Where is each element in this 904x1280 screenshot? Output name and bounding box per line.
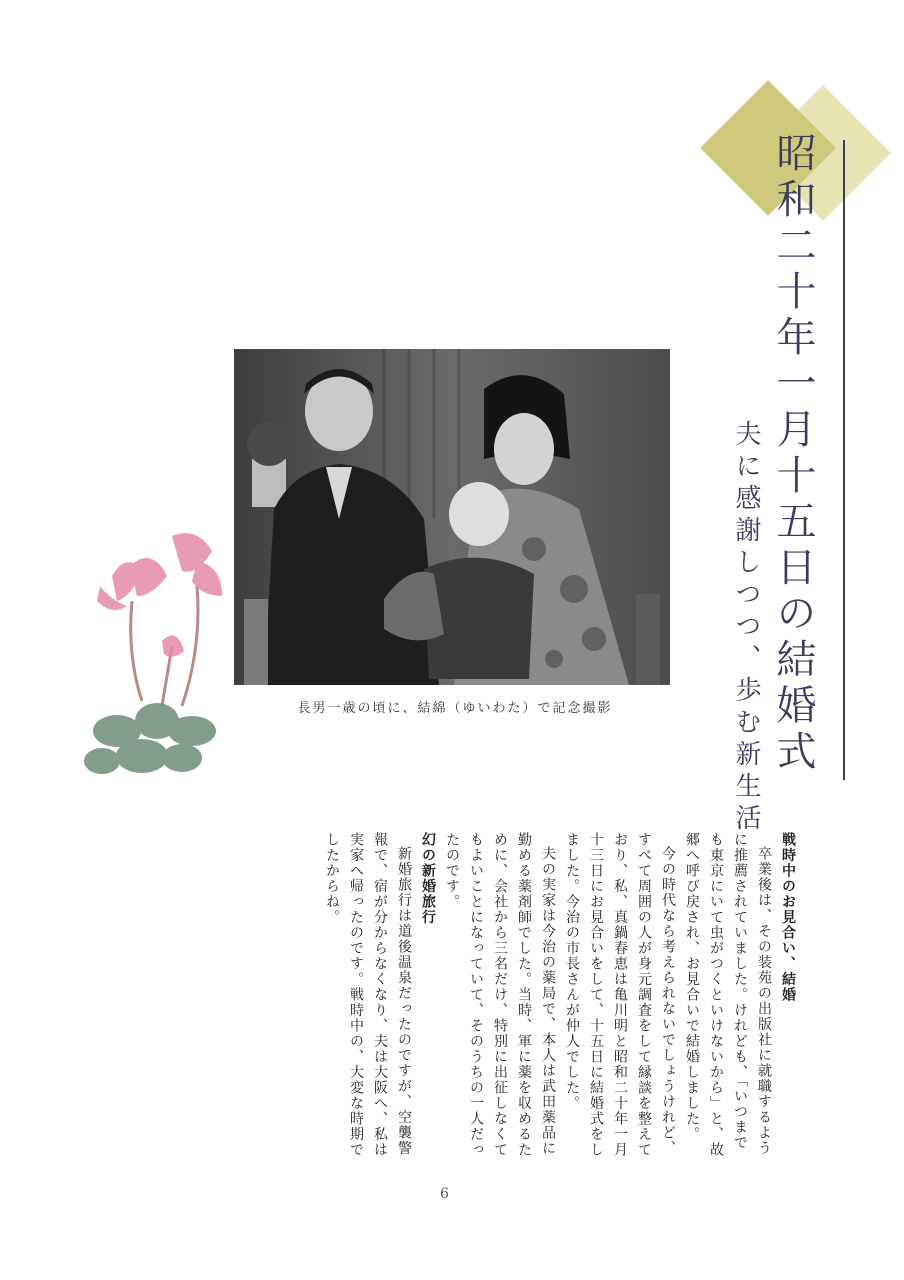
paragraph: 新婚旅行は道後温泉だったのですが、空襲警報で、宿が分からなくなり、夫は大阪へ、私は実家へ帰ったのです。戦時中の、大変な時期でしたからね。 [324, 832, 412, 1158]
title-rule [843, 140, 845, 780]
family-photo [234, 349, 670, 685]
cyclamen-illustration [72, 526, 242, 796]
photo-caption: 長男一歳の頃に、結綿（ゆいわた）で記念撮影 [297, 701, 613, 716]
section-heading-2: 幻の新婚旅行 [420, 832, 436, 925]
paragraph: 卒業後は、その装苑の出版社に就職するように推薦されていました。けれども、「いつまでも東京にいて虫がつくといけないから」と、故郷へ呼び戻され、お見合いで結婚しました。 [684, 832, 772, 1158]
page-title: 昭和二十年一月十五日の結婚式 [770, 132, 816, 776]
section-heading-1: 戦時中のお見合い、結婚 [780, 832, 796, 1003]
paragraph: 今の時代なら考えられないでしょうけれど、すべて周囲の人が身元調査をして縁談を整えており、私、真鍋春恵は亀川明と昭和二十年一月十三日にお見合いをして、十五日に結婚式をしました。今治の市長さんが仲人でした。 [564, 832, 676, 1158]
page-subtitle: 夫に感謝しつつ、歩む新生活 [731, 420, 761, 836]
paragraph: 夫の実家は今治の薬局で、本人は武田薬品に勤める薬剤師でした。当時、軍に薬を収めるために、会社から三名だけ、特別に出征しなくてもよいことになっていて、そのうちの一人だったのです。 [444, 832, 556, 1158]
article-body [150, 832, 800, 1162]
page-number: 6 [440, 1186, 449, 1202]
